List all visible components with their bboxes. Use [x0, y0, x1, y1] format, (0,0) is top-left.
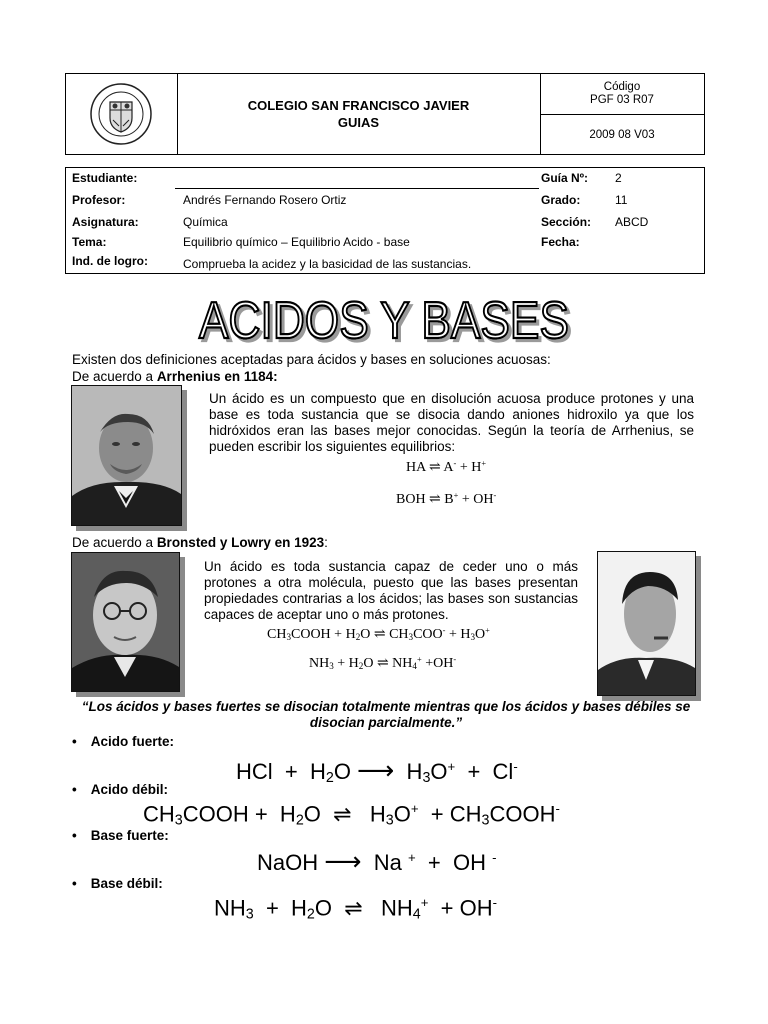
code-value: PGF 03 R07: [590, 94, 654, 106]
bullet-strong-acid: • Acido fuerte:: [72, 734, 174, 749]
goal-value: Comprueba la acidez y la basicidad de las sustancias.: [183, 257, 472, 271]
strong-base-equation: NaOH ⟶ Na + + OH -: [257, 846, 497, 876]
date-label: Fecha:: [541, 235, 580, 249]
topic-value: Equilibrio químico – Equilibrio Acido - base: [183, 235, 410, 249]
weak-base-label: Base débil:: [90, 876, 163, 891]
student-label: Estudiante:: [72, 171, 138, 185]
arrhenius-definition: Un ácido es un compuesto que en disolución acuosa produce protones y una base es toda sustancia que se disocia dando aniones hidroxilo ya que los hidróxidos eran las bases mejor conocidas. Según la teoría de Arrhenius, se pueden escribir los siguientes equilibrios:: [209, 391, 694, 454]
arrhenius-heading: De acuerdo a Arrhenius en 1184:: [72, 369, 278, 384]
school-name-cell: [177, 74, 541, 154]
bullet-weak-base: • Base débil:: [72, 876, 163, 891]
arrhenius-name: Arrhenius en 1184:: [156, 369, 278, 384]
grade-value: 11: [615, 193, 628, 207]
code-cell: [540, 74, 704, 154]
strong-acid-equation: HCl + $H_2O$ ⟶ $H_3O^+ + Cl^-$: [236, 755, 518, 787]
arrhenius-equation-2: BOH ⇌ B+ + OH-: [396, 491, 497, 507]
weak-acid-equation: $CH_3COOH + H_2O$ ⇌ $H_3O^+$ + $CH_3COOH^-$: [143, 801, 560, 829]
goal-label: Ind. de logro:: [72, 254, 148, 268]
teacher-label: Profesor:: [72, 193, 126, 207]
bronsted-heading: De acuerdo a Bronsted y Lowry en 1923:: [72, 535, 328, 550]
bullet-strong-base: • Base fuerte:: [72, 828, 169, 843]
arrhenius-portrait-icon: [72, 386, 181, 525]
subject-value: Química: [183, 215, 228, 229]
strong-weak-quote: “Los ácidos y bases fuertes se disocian totalmente mientras que los ácidos y bases débiles se disocian parcialmente.”: [81, 699, 691, 730]
weak-acid-label: Acido débil:: [90, 782, 168, 797]
strong-acid-label: Acido fuerte:: [90, 734, 174, 749]
version-value: 2009 08 V03: [589, 128, 655, 141]
school-seal-icon: [88, 82, 154, 146]
strong-base-label: Base fuerte:: [90, 828, 169, 843]
section-label: Sección:: [541, 215, 592, 229]
bronsted-definition: Un ácido es toda sustancia capaz de ceder uno o más protones a otra molécula, puesto que las bases presentan propiedades contrarias a los ácidos; las bases son sustancias capaces de aceptar uno o más protones.: [204, 559, 578, 622]
subject-label: Asignatura:: [72, 215, 139, 229]
title-wordart: [0, 286, 768, 350]
grade-label: Grado:: [541, 193, 581, 207]
topic-label: Tema:: [72, 235, 107, 249]
arrhenius-photo: [71, 385, 182, 526]
guide-value: 2: [615, 171, 622, 185]
weak-base-equation: $NH_3 + H_2O$ ⇌ $NH_4^+ + OH^-$: [214, 895, 498, 923]
bronsted-equation-1: $CH_3COOH + H_2O$ ⇌ $CH_3COO^- + H_3O^+$: [267, 626, 490, 642]
doc-subtitle: GUIAS: [337, 115, 380, 130]
bullet-weak-acid: • Acido débil:: [72, 782, 168, 797]
school-name: COLEGIO SAN FRANCISCO JAVIER: [247, 98, 470, 113]
student-underline: [175, 188, 539, 189]
intro-text: Existen dos definiciones aceptadas para ácidos y bases en soluciones acuosas:: [72, 352, 551, 367]
page-title: ACIDOS Y BASES: [199, 292, 569, 350]
arrhenius-equation-1: HA ⇌ A- + H+: [406, 459, 487, 475]
logo-cell: [66, 74, 178, 154]
lowry-photo: [597, 551, 696, 696]
lowry-portrait-icon: [598, 552, 695, 695]
bronsted-name: Bronsted y Lowry en 1923: [156, 535, 325, 550]
info-table: [65, 167, 705, 274]
header-table: [65, 73, 705, 155]
code-label: Código: [603, 81, 641, 93]
section-value: ABCD: [615, 215, 649, 229]
bronsted-photo: [71, 552, 180, 692]
bronsted-equation-2: $NH_3 + H_2O$ ⇌ $NH_4^+ +OH^-$: [309, 655, 457, 671]
guide-label: Guía Nº:: [541, 171, 589, 185]
teacher-value: Andrés Fernando Rosero Ortiz: [183, 193, 347, 207]
bronsted-portrait-icon: [72, 553, 179, 691]
